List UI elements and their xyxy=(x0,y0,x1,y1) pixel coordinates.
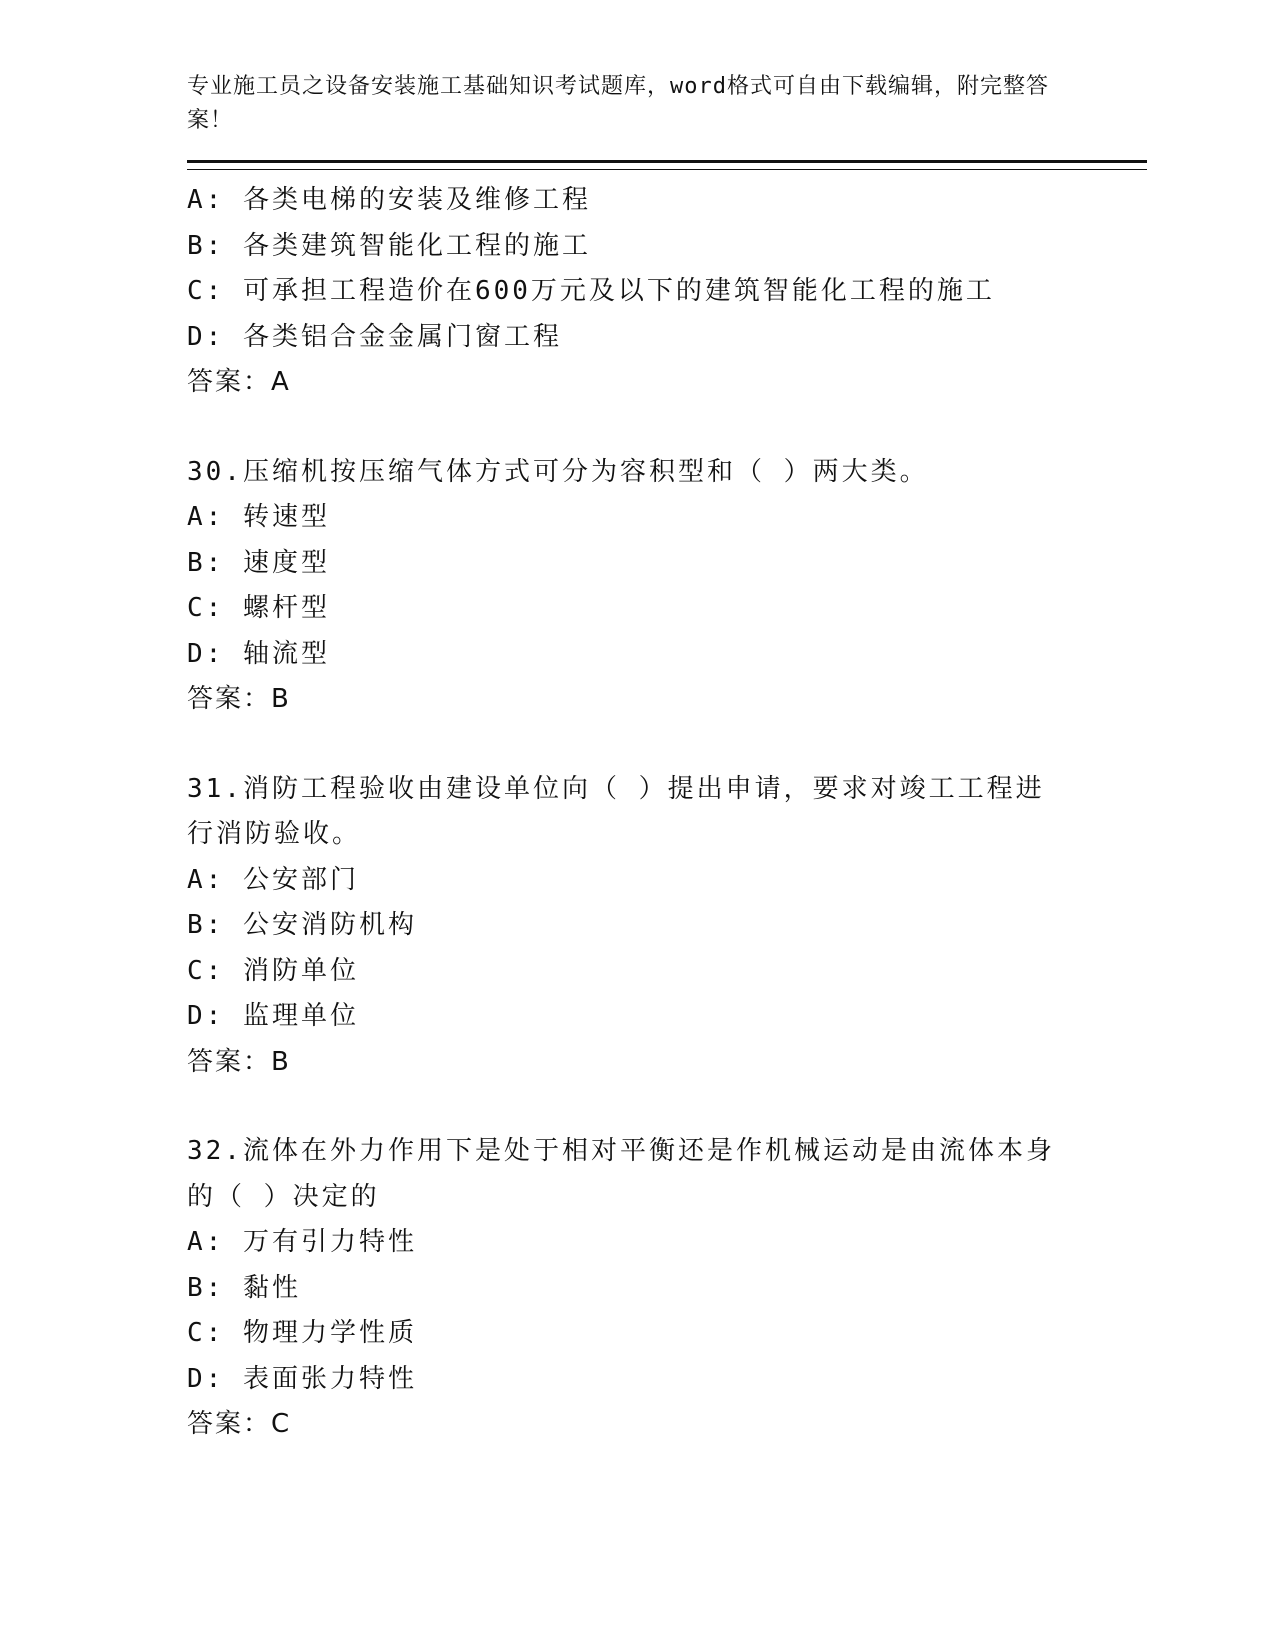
answer-text: 答案：B xyxy=(187,1046,291,1077)
option-c: C: 螺杆型 xyxy=(187,593,330,623)
answer-text: 答案：B xyxy=(187,684,291,714)
header-divider xyxy=(187,160,1147,170)
option-b: B: 各类建筑智能化工程的施工 xyxy=(187,230,591,261)
option-d: D: 轴流型 xyxy=(187,638,330,669)
question-text: 32.流体在外力作用下是处于相对平衡还是作机械运动是由流体本身的（ ）决定的 xyxy=(187,1136,1055,1212)
answer-text: 答案：C xyxy=(187,1409,292,1439)
option-b: B: 公安消防机构 xyxy=(187,910,417,940)
option-b: B: 黏性 xyxy=(187,1272,301,1303)
option-c: C: 物理力学性质 xyxy=(187,1318,417,1348)
option-d: D: 表面张力特性 xyxy=(187,1363,417,1394)
document-header: 专业施工员之设备安装施工基础知识考试题库，word格式可自由下载编辑，附完整答案！ xyxy=(187,74,1049,133)
question-block xyxy=(187,767,1147,1086)
option-a: A: 公安部门 xyxy=(187,864,359,895)
option-d: D: 监理单位 xyxy=(187,1001,359,1031)
option-d: D: 各类铝合金金属门窗工程 xyxy=(187,321,562,352)
question-block xyxy=(187,1129,1147,1448)
question-text: 31.消防工程验收由建设单位向（ ）提出申请，要求对竣工工程进行消防验收。 xyxy=(187,773,1045,849)
question-text: 30.压缩机按压缩气体方式可分为容积型和（ ）两大类。 xyxy=(187,456,929,487)
document-page xyxy=(187,70,1147,1448)
answer-text: 答案：A xyxy=(187,367,291,397)
option-a: A: 各类电梯的安装及维修工程 xyxy=(187,185,591,215)
option-c: C: 可承担工程造价在600万元及以下的建筑智能化工程的施工 xyxy=(187,276,995,306)
option-b: B: 速度型 xyxy=(187,547,330,578)
question-block xyxy=(187,178,1147,406)
question-block xyxy=(187,450,1147,723)
option-a: A: 转速型 xyxy=(187,502,330,532)
option-c: C: 消防单位 xyxy=(187,955,359,986)
option-a: A: 万有引力特性 xyxy=(187,1227,417,1257)
